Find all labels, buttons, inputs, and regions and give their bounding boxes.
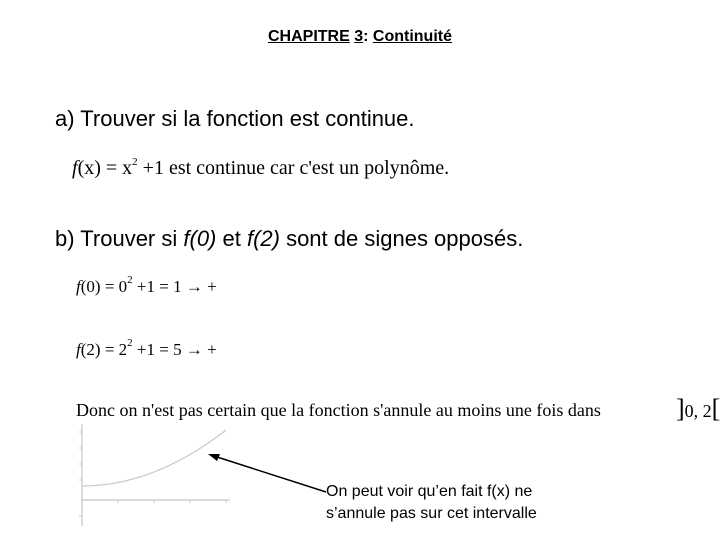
f2-rest: +1 = 5 → + (132, 340, 217, 359)
answer-a-rest: +1 est continue car c'est un polynôme. (137, 157, 450, 179)
question-b-f0: f(0) (183, 226, 217, 251)
f0-arg: (0) (80, 277, 101, 296)
answer-a (72, 157, 449, 180)
f2-exp: 2 (127, 337, 133, 349)
question-b-suffix: sont de signes opposés. (279, 226, 524, 251)
chapter-topic: Continuité (372, 28, 452, 45)
callout-line-2: s’annule pas sur cet intervalle (326, 505, 537, 522)
callout-line-1: On peut voir qu’en fait f(x) ne (326, 483, 533, 500)
question-b (55, 226, 523, 252)
answer-a-exp: 2 (132, 156, 138, 168)
f2-eq: = 2 (100, 340, 128, 359)
interval-values: 0, 2 (684, 401, 712, 421)
chapter-colon: : (363, 28, 373, 45)
f2-func: f (76, 340, 81, 359)
answer-a-eq: = x (100, 157, 133, 179)
question-a: a) Trouver si la fonction est continue. (55, 106, 415, 131)
answer-a-arg: (x) (77, 157, 101, 179)
f0-rest: +1 = 1 → + (132, 277, 217, 296)
question-b-f2: f(2) (246, 226, 280, 251)
f2-computation (76, 337, 217, 360)
chapter-title (0, 28, 720, 46)
callout-note (326, 481, 537, 525)
answer-a-func: f (72, 157, 78, 179)
interval-close-bracket: [ (711, 394, 720, 423)
interval (676, 394, 720, 424)
conclusion-text: Donc on n'est pas certain que la fonction s'annule au moins une fois dans (76, 400, 601, 420)
arrow-head-icon (208, 454, 220, 461)
f0-computation (76, 274, 217, 297)
f0-eq: = 0 (100, 277, 128, 296)
question-b-mid: et (216, 226, 247, 251)
chapter-word: CHAPITRE (267, 28, 350, 45)
question-b-prefix: b) Trouver si (55, 226, 184, 251)
chapter-number: 3 (354, 28, 364, 45)
interval-open-bracket: ] (676, 394, 685, 423)
f0-exp: 2 (127, 274, 133, 286)
callout-arrow (200, 446, 330, 506)
f0-func: f (76, 277, 81, 296)
f2-arg: (2) (80, 340, 101, 359)
